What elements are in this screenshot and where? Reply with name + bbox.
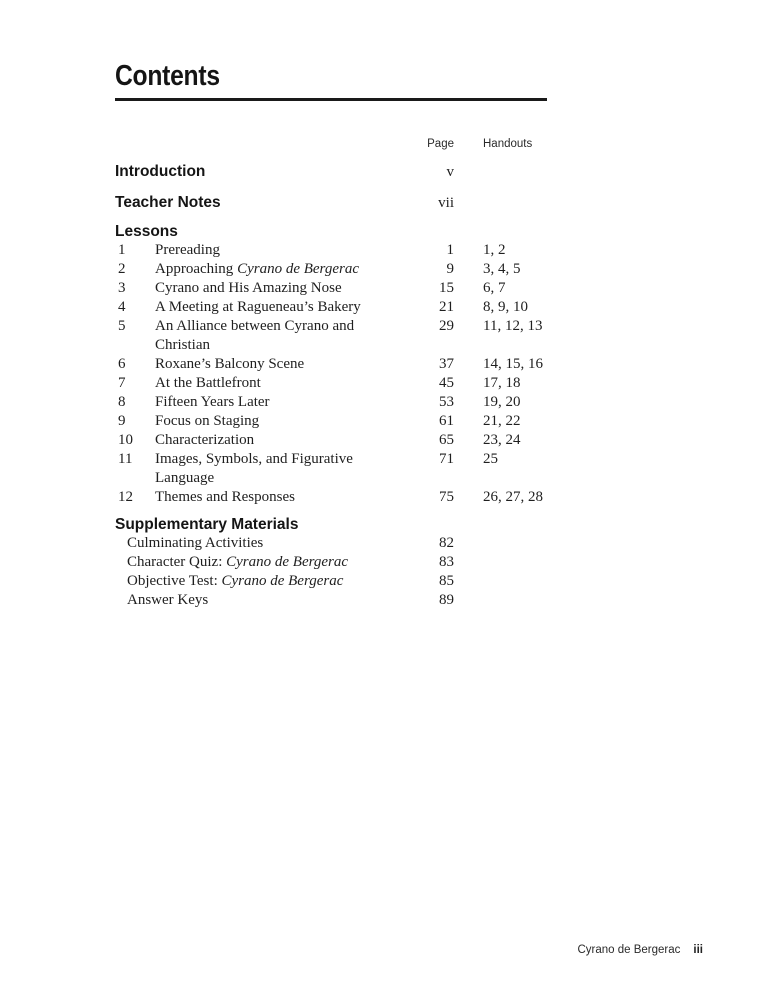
footer-book-title: Cyrano de Bergerac [577,944,681,956]
lesson-handouts: 26, 27, 28 [483,489,543,505]
supplementary-title-italic: Cyrano de Bergerac [226,554,349,570]
lesson-number: 6 [118,356,126,372]
lesson-handouts: 25 [483,451,498,467]
column-header-handouts: Handouts [483,138,533,150]
lesson-page: 45 [439,375,454,391]
lesson-title-text: An Alliance between Cyrano and Christian [155,318,355,353]
lesson-title [155,298,394,317]
lesson-handouts: 21, 22 [483,413,521,429]
lesson-title-text: At the Battlefront [155,375,261,391]
lesson-page: 1 [446,242,454,258]
lesson-number: 9 [118,413,126,429]
lesson-title-text: Characterization [155,432,255,448]
lesson-title [155,393,394,412]
lesson-number: 8 [118,394,126,410]
supplementary-row [115,591,547,610]
lesson-row [115,260,547,279]
supplementary-page: 83 [439,554,454,570]
supplementary-page: 85 [439,573,454,589]
lesson-number: 10 [118,432,133,448]
lesson-page: 29 [439,318,454,334]
entry-page: v [446,164,454,180]
supplementary-title [115,572,394,591]
lesson-title [155,488,394,507]
lesson-number: 11 [118,451,133,467]
lesson-title [155,412,394,431]
lesson-handouts: 3, 4, 5 [483,261,521,277]
lessons-section-heading-row [115,222,547,241]
lesson-handouts: 14, 15, 16 [483,356,543,372]
entry-label: Introduction [115,163,206,180]
supplementary-section-heading-row [115,515,547,534]
lesson-page: 61 [439,413,454,429]
toc-content [115,60,547,610]
lesson-row [115,488,547,507]
lesson-handouts: 23, 24 [483,432,521,448]
supplementary-row [115,534,547,553]
lesson-title [155,241,394,260]
lesson-handouts: 8, 9, 10 [483,299,528,315]
lesson-title-text: Cyrano and His Amazing Nose [155,280,342,296]
lesson-row [115,450,547,488]
lesson-page: 9 [446,261,454,277]
lesson-row [115,298,547,317]
lesson-row [115,431,547,450]
lesson-number: 5 [118,318,126,334]
lesson-row [115,279,547,298]
lesson-page: 75 [439,489,454,505]
lesson-handouts: 19, 20 [483,394,521,410]
supplementary-section-heading: Supplementary Materials [115,516,299,533]
lesson-title-text: Roxane’s Balcony Scene [155,356,305,372]
lesson-row [115,241,547,260]
lesson-page: 21 [439,299,454,315]
lesson-title [155,450,394,488]
column-header-row [115,138,547,151]
lesson-title [155,431,394,450]
lesson-title-text: A Meeting at Ragueneau’s Bakery [155,299,361,315]
lesson-row [115,393,547,412]
supplementary-title [115,591,394,610]
lesson-number: 7 [118,375,126,391]
toc-entry-teacher-notes [115,193,547,213]
lesson-title-text: Themes and Responses [155,489,295,505]
supplementary-row [115,572,547,591]
supplementary-title-text: Answer Keys [127,592,209,608]
lesson-title [155,260,394,279]
lesson-row [115,317,547,355]
lesson-handouts: 1, 2 [483,242,506,258]
lesson-handouts: 6, 7 [483,280,506,296]
lesson-title-text: Images, Symbols, and Figurative Language [155,451,353,486]
lesson-page: 53 [439,394,454,410]
lesson-title-text: Fifteen Years Later [155,394,270,410]
lesson-row [115,374,547,393]
supplementary-row [115,553,547,572]
lesson-title-text: Prereading [155,242,220,258]
lesson-page: 15 [439,280,454,296]
lesson-number: 12 [118,489,133,505]
supplementary-title [115,534,394,553]
lesson-title-text: Focus on Staging [155,413,260,429]
lesson-number: 2 [118,261,126,277]
column-header-page: Page [427,138,454,150]
lesson-row [115,412,547,431]
page-title [115,60,547,101]
supplementary-title-italic: Cyrano de Bergerac [221,573,344,589]
lesson-page: 71 [439,451,454,467]
supplementary-title-text: Character Quiz: [127,554,227,570]
page-title-text: Contents [115,60,220,92]
supplementary-title [115,553,394,572]
lesson-handouts: 11, 12, 13 [483,318,543,334]
lessons-section-heading: Lessons [115,223,178,240]
entry-page: vii [438,195,454,211]
lesson-title [155,355,394,374]
footer-page-number: iii [693,944,703,956]
lesson-number: 3 [118,280,126,296]
lesson-title-italic: Cyrano de Bergerac [237,261,359,277]
lesson-number: 4 [118,299,126,315]
toc-entry-introduction [115,162,547,182]
lesson-title [155,279,394,298]
lesson-number: 1 [118,242,126,258]
lesson-title [155,374,394,393]
supplementary-page: 89 [439,592,454,608]
entry-label: Teacher Notes [115,194,221,211]
lesson-title [155,317,394,355]
lesson-row [115,355,547,374]
lesson-title-text: Approaching [155,261,238,277]
page-footer [577,944,703,956]
lesson-handouts: 17, 18 [483,375,521,391]
supplementary-page: 82 [439,535,454,551]
supplementary-title-text: Culminating Activities [127,535,264,551]
lesson-page: 37 [439,356,454,372]
supplementary-title-text: Objective Test: [127,573,222,589]
lesson-page: 65 [439,432,454,448]
